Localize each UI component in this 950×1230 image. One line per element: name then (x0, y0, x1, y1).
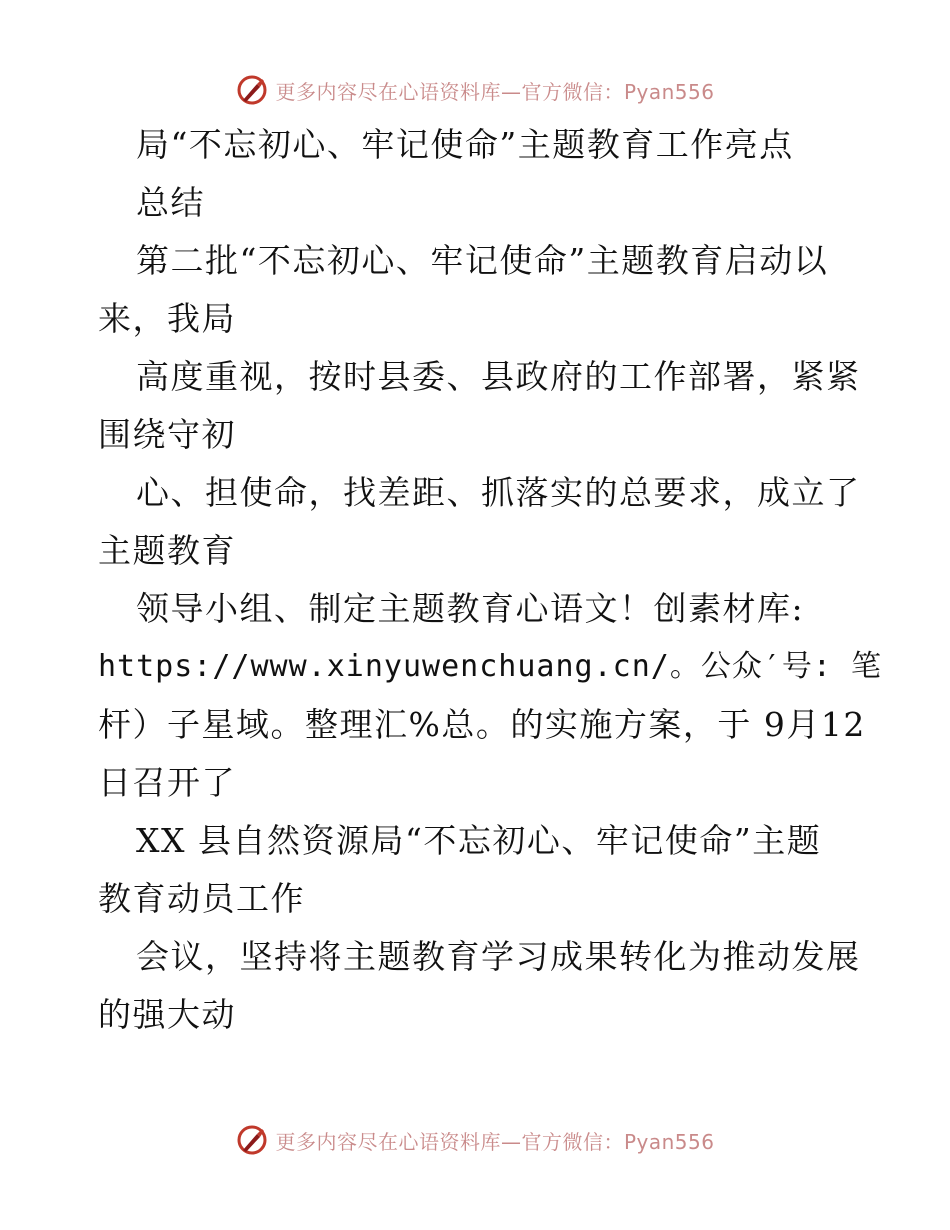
footer-banner (0, 1120, 950, 1160)
pen-logo-icon (235, 73, 269, 107)
text-line: 心、担使命，找差距、抓落实的总要求，成立了 (136, 473, 861, 512)
text-line: 高度重视，按时县委、县政府的工作部署，紧紧 (136, 357, 861, 396)
text-line: 第二批“不忘初心、牢记使命”主题教育启动以 (136, 241, 829, 280)
text-line: 来，我局 (98, 299, 236, 338)
header-banner (0, 70, 950, 110)
text-line: 会议，坚持将主题教育学习成果转化为推动发展 (136, 937, 861, 976)
pen-logo-icon (235, 1123, 269, 1157)
footer-banner-text: 更多内容尽在心语资料库—官方微信：Pyan556 (275, 1129, 715, 1154)
text-line: 领导小组、制定主题教育心语文！创素材库: (136, 589, 805, 628)
text-line: 总结 (136, 183, 205, 222)
text-line: 主题教育 (98, 531, 236, 570)
document-body (98, 116, 883, 1044)
text-line: 局“不忘初心、牢记使命”主题教育工作亮点 (136, 125, 794, 164)
url-text-line: https://www.xinyuwenchuang.cn/。公众′号: 笔 (98, 649, 883, 684)
text-line: 日召开了 (98, 763, 236, 802)
text-line: XX 县自然资源局“不忘初心、牢记使命”主题 (136, 821, 822, 860)
text-line: 围绕守初 (98, 415, 236, 454)
text-line: 教育动员工作 (98, 879, 305, 918)
text-line: 杆）子星域。整理汇%总。的实施方案，于 9月12 (98, 705, 866, 744)
text-line: 的强大动 (98, 995, 236, 1034)
header-banner-text: 更多内容尽在心语资料库—官方微信：Pyan556 (275, 79, 715, 104)
